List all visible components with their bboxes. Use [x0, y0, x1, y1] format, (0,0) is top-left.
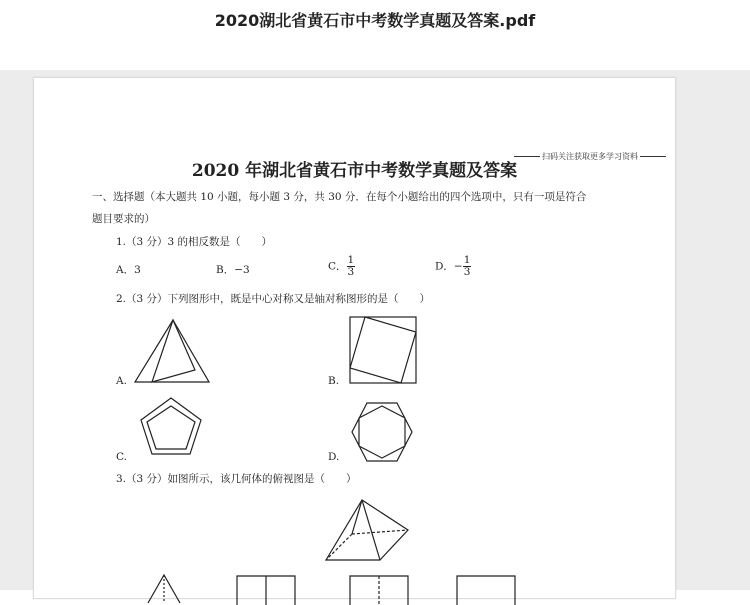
dash-right	[640, 156, 666, 157]
q2-label-d: D.	[328, 451, 340, 463]
q2-label-a: A.	[116, 375, 127, 387]
q1-option-d	[435, 255, 471, 278]
fraction-denominator: 3	[463, 266, 471, 278]
question-2-stem: 2.（3 分）下列图形中，既是中心对称又是轴对称图形的是（ ）	[116, 293, 431, 305]
option-b-view-figure	[236, 575, 296, 605]
option-c-view-figure	[349, 575, 409, 605]
fraction-denominator: 3	[347, 266, 355, 278]
section-heading-line1: 一、选择题（本大题共 10 小题，每小题 3 分，共 30 分．在每个小题给出的四个选项中，只有一项是符合	[92, 191, 587, 203]
q1-option-c-prefix: C．	[328, 260, 347, 273]
fraction-numerator: 1	[347, 254, 355, 266]
triangle-figure	[131, 318, 213, 384]
hexagon-figure	[350, 401, 414, 463]
q1-option-a: A．3	[116, 264, 141, 276]
square-figure	[349, 316, 417, 384]
q2-label-b: B.	[328, 375, 340, 387]
pentagon-figure	[139, 396, 203, 456]
pdf-page[interactable]	[33, 77, 676, 599]
side-note	[512, 151, 668, 162]
fraction	[347, 255, 356, 278]
fraction-numerator: 1	[463, 254, 471, 266]
dash-left	[514, 156, 540, 157]
option-d-view-figure	[456, 575, 516, 605]
document-title: 2020 年湖北省黄石市中考数学真题及答案	[191, 161, 518, 181]
q1-option-c	[328, 255, 355, 278]
option-a-view-figure	[146, 573, 182, 603]
side-note-text: 扫码关注获取更多学习资料	[542, 152, 638, 161]
q2-label-c: C.	[116, 451, 127, 463]
viewer-header	[0, 0, 750, 70]
section-heading-line2: 题目要求的）	[92, 213, 155, 225]
file-title: 2020湖北省黄石市中考数学真题及答案.pdf	[214, 11, 536, 30]
q1-option-b: B．−3	[216, 264, 250, 276]
prism-figure	[324, 496, 410, 564]
question-1-stem: 1.（3 分）3 的相反数是（ ）	[116, 236, 273, 248]
q1-option-d-prefix: D．−	[435, 260, 463, 273]
question-3-stem: 3.（3 分）如图所示，该几何体的俯视图是（ ）	[116, 473, 357, 485]
fraction	[463, 255, 472, 278]
